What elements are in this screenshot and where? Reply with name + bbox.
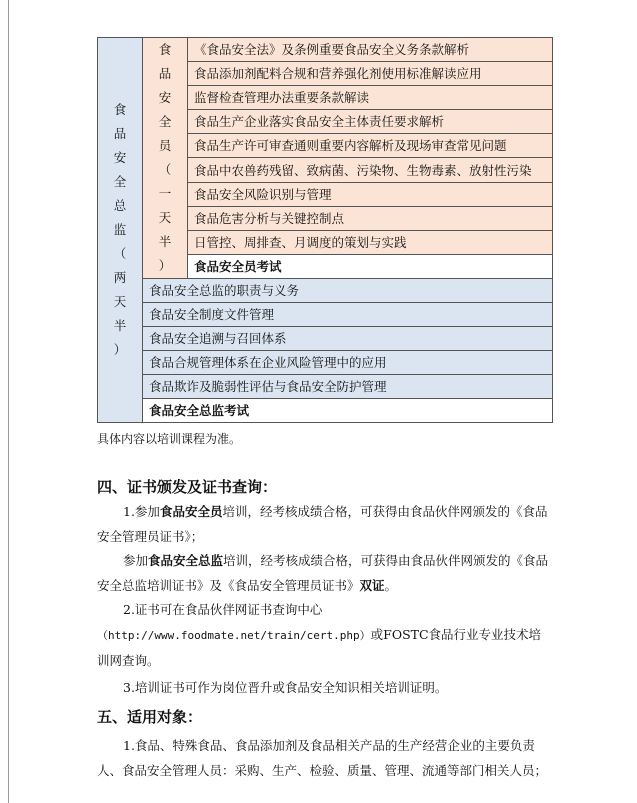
page-border-line (8, 0, 9, 803)
table-note: 具体内容以培训课程为准。 (97, 432, 242, 446)
director-course-item: 食品合规管理体系在企业风险管理中的应用 (143, 351, 553, 375)
officer-vertical-label (143, 38, 188, 279)
director-vertical-label (98, 38, 143, 423)
director-course-item: 食品安全追溯与召回体系 (143, 327, 553, 351)
director-vertical-label-char: 天 (113, 294, 127, 309)
officer-course-item: 食品中农兽药残留、致病菌、污染物、生物毒素、放射性污染 (188, 158, 553, 182)
section5-paragraph-1: 1.食品、特殊食品、食品添加剂及食品相关产品的生产经营企业的主要负责人、食品安全管理人员：采购、生产、检验、质量、管理、流通等部门相关人员； (97, 738, 548, 778)
officer-vertical-label-char: 一 (158, 186, 172, 201)
officer-course-item: 食品安全风险识别与管理 (188, 182, 553, 206)
director-course-item: 食品安全制度文件管理 (143, 303, 553, 327)
director-vertical-label-char: 监 (113, 222, 127, 237)
director-vertical-label-char: 两 (113, 270, 127, 285)
table-row (98, 375, 553, 399)
cert-query-url[interactable]: （http://www.foodmate.net/train/cert.php） (97, 629, 371, 642)
officer-course-item: 日管控、周排查、月调度的策划与实践 (188, 230, 553, 254)
director-vertical-label-char: ） (113, 342, 127, 357)
officer-course-item: 食品危害分析与关键控制点 (188, 206, 553, 230)
officer-vertical-label-char: 食 (158, 42, 172, 57)
officer-vertical-label-char: （ (158, 162, 172, 177)
officer-course-item: 食品生产企业落实食品安全主体责任要求解析 (188, 110, 553, 134)
table-row (98, 38, 553, 62)
officer-course-item: 《食品安全法》及条例重要食品安全义务条款解析 (188, 38, 553, 62)
officer-vertical-label-char: 安 (158, 90, 172, 105)
section4-paragraph-1: 1.参加食品安全员培训，经考核成绩合格，可获得由食品伙伴网颁发的《食品安全管理员证书》； (97, 504, 548, 544)
table-row (98, 351, 553, 375)
director-vertical-label-char: 半 (113, 318, 127, 333)
table-row (98, 303, 553, 327)
section5-heading: 五、适用对象： (97, 708, 203, 726)
officer-course-item: 食品生产许可审查通则重要内容解析及现场审查常见问题 (188, 134, 553, 158)
director-course-item: 食品安全总监的职责与义务 (143, 279, 553, 303)
officer-vertical-label-char: 天 (158, 210, 172, 225)
director-vertical-label-char: 食 (113, 102, 127, 117)
table-row (98, 327, 553, 351)
officer-vertical-label-char: ） (158, 258, 172, 273)
officer-vertical-label-char: 半 (158, 234, 172, 249)
director-vertical-label-char: 安 (113, 150, 127, 165)
officer-vertical-label-char: 全 (158, 114, 172, 129)
director-vertical-label-char: 全 (113, 174, 127, 189)
section4-paragraph-3a: 2.证书可在食品伙伴网证书查询中心 (123, 602, 323, 617)
director-vertical-label-char: 总 (113, 198, 127, 213)
director-course-item: 食品欺诈及脆弱性评估与食品安全防护管理 (143, 375, 553, 399)
section4-heading: 四、证书颁发及证书查询： (97, 478, 278, 496)
director-exam: 食品安全总监考试 (143, 399, 553, 423)
officer-vertical-label-char: 品 (158, 66, 172, 81)
officer-vertical-label-char: 员 (158, 138, 172, 153)
officer-exam: 食品安全员考试 (188, 254, 553, 278)
director-vertical-label-char: （ (113, 246, 127, 261)
section4-paragraph-2: 参加食品安全总监培训，经考核成绩合格，可获得由食品伙伴网颁发的《食品安全总监培训证书》及《食品安全管理员证书》双证。 (97, 553, 549, 593)
officer-course-item: 监督检查管理办法重要条款解读 (188, 86, 553, 110)
table-row (98, 399, 553, 423)
course-table (97, 37, 553, 423)
section4-paragraph-3b: （http://www.foodmate.net/train/cert.php）或FOSTC食品行业专业技术培训网查询。 (97, 627, 542, 668)
officer-course-item: 食品添加剂配料合规和营养强化剂使用标准解读应用 (188, 62, 553, 86)
section4-paragraph-4: 3.培训证书可作为岗位晋升或食品安全知识相关培训证明。 (123, 680, 448, 695)
director-vertical-label-char: 品 (113, 126, 127, 141)
table-row (98, 279, 553, 303)
